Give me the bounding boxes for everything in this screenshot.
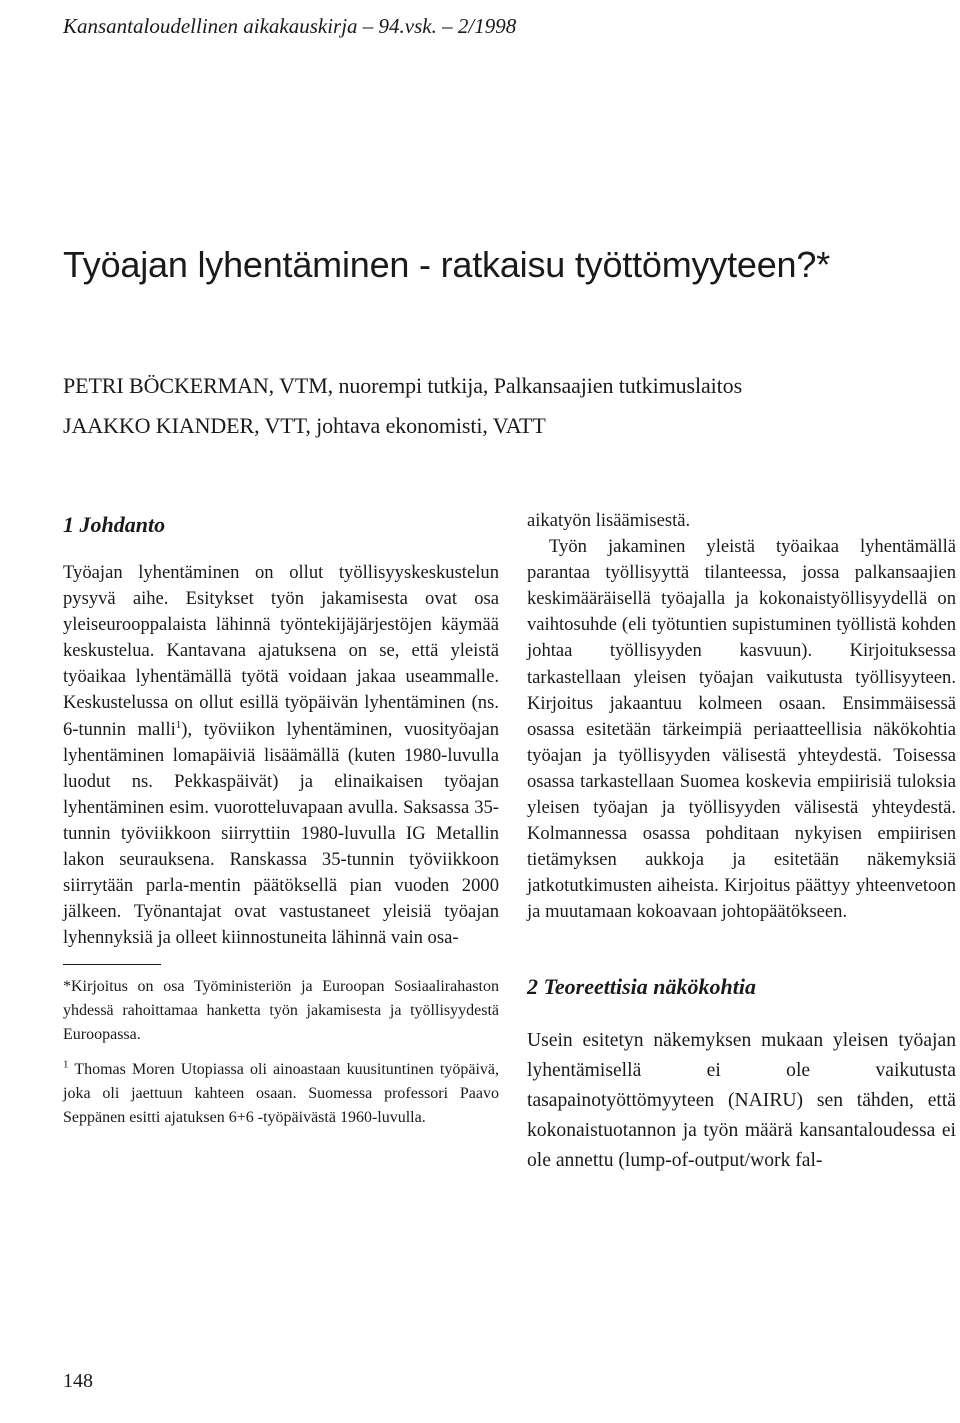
paragraph-text: Työajan lyhentäminen on ollut työllisyyskeskustelun pysyvä aihe. Esitykset työn jakamisesta ovat osa yleiseurooppalaista lähinnä työntekijäjärjestöjen käymää keskustelua. Kantavana ajatuksena on se, että yleistä työaikaa lyhentämällä työtä voidaan jakaa useammalle. Keskustelussa on ollut esillä työpäivän lyhentäminen (ns. 6-tunnin malli <box>63 562 499 740</box>
footnote-text: Thomas Moren Utopiassa oli ainoastaan kuusituntinen työpäivä, joka oli jaettuun kahteen osaan. Suomessa professori Paavo Seppänen esitti ajatuksen 6+6 -työpäivästä 1960-luvulla. <box>63 1061 499 1127</box>
body-paragraph: Työn jakaminen yleistä työaikaa lyhentämällä parantaa työllisyyttä tilanteessa, jossa palkansaajien keskimääräisellä työajalla ja kokonaistyöllisyydellä on vaihtosuhde (eli työtuntien supistuminen työllistä kohden johtaa työllisyyden kasvuun). Kirjoituksessa tarkastellaan yleisen työajan vaikutusta työllisyyteen. Kirjoitus jakaantuu kolmeen osaan. Ensimmäisessä osassa esitetään tärkeimpiä periaatteellisia näkökohtia työajan ja työllisyyden välisestä yhteydestä. Toisessa osassa tarkastellaan Suomea koskevia empiirisiä tuloksia yleisen työajan ja työllisyyden välisestä yhteydestä. Kolmannessa osassa pohditaan nykyisen empiirisen tietämyksen aukkoja ja esitetään näkemyksiä jatkotutkimusten aiheista. Kirjoitus päättyy yhteenvetoon ja muutamaan kokoavaan johtopäätökseen. <box>527 536 956 923</box>
running-head: Kansantaloudellinen aikakauskirja – 94.vsk. – 2/1998 <box>63 14 517 38</box>
author-list <box>63 366 742 446</box>
author-line: JAAKKO KIANDER, VTT, johtava ekonomisti, VATT <box>63 413 546 438</box>
footnote-marker: 1 <box>63 1059 69 1072</box>
section-heading: 2 Teoreettisia näkökohtia <box>527 973 756 999</box>
body-paragraph-continuation: aikatyön lisäämisestä. <box>527 510 691 531</box>
left-column <box>63 510 499 1130</box>
footnote-reference: 1 <box>175 718 182 731</box>
section-heading: 1 Johdanto <box>63 512 166 537</box>
footnote-1 <box>63 1058 499 1130</box>
article-title: Työajan lyhentäminen - ratkaisu työttömyyteen?* <box>63 244 831 285</box>
paragraph-text: ), työviikon lyhentäminen, vuosityöajan lyhentäminen lomapäiviä lisäämällä (kuten 1980-luvulla luodut ns. Pekkaspäivät) ja elinaikaisen työajan lyhentäminen esim. vuorotteluvapaan avulla. Saksassa 35-tunnin työviikkoon siirryttiin 1980-luvulla IG Metallin lakon seurauksena. Ranskassa 35-tunnin työviikkoon siirrytään parla-mentin päätöksellä pian vuoden 2000 jälkeen. Työnantajat ovat vastustaneet yleisiä työajan lyhennyksiä ja olleet kiinnostuneita lähinnä vain osa- <box>63 718 499 949</box>
body-paragraph <box>63 560 499 951</box>
footnote-star: *Kirjoitus on osa Työministeriön ja Euroopan Sosiaalirahaston yhdessä rahoittamaa hanketta työn jakamisesta ja työllisyydestä Euroopassa. <box>63 978 499 1044</box>
page-number: 148 <box>63 1370 93 1392</box>
body-paragraph: Usein esitetyn näkemyksen mukaan yleisen työajan lyhentämisellä ei ole vaikutusta tasapainotyöttömyyteen (NAIRU) sen tähden, että kokonaistuotannon ja työn määrä kansantaloudessa ei ole annettu (lump-of-output/work fal- <box>527 1029 956 1171</box>
footnote-divider <box>63 964 161 965</box>
author-line: PETRI BÖCKERMAN, VTM, nuorempi tutkija, Palkansaajien tutkimuslaitos <box>63 373 743 398</box>
right-column <box>527 508 956 1176</box>
